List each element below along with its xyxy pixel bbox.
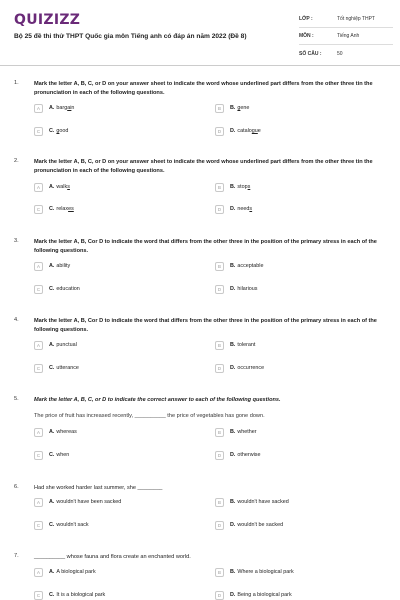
answer-option-a[interactable] bbox=[34, 566, 96, 578]
option-badge: C bbox=[34, 205, 43, 214]
answer-option-c[interactable] bbox=[34, 519, 89, 531]
option-letter: C. bbox=[49, 452, 55, 458]
option-text bbox=[237, 429, 256, 435]
option-letter: A. bbox=[49, 569, 55, 575]
option-text-start: hilarious bbox=[237, 286, 258, 292]
option-badge: C bbox=[34, 127, 43, 136]
option-text bbox=[56, 128, 68, 134]
option-text bbox=[237, 128, 260, 134]
worksheet-title: Bộ 25 đề thi thử THPT Quốc gia môn Tiếng anh có đáp án năm 2022 (Đề 8) bbox=[14, 33, 247, 40]
option-letter: A. bbox=[49, 342, 55, 348]
question-text: Mark the letter A, B, Cor D to indicate the word that differs from the other three in the position of the primary stress in each of the following questions. bbox=[34, 239, 377, 254]
option-badge: A bbox=[34, 428, 43, 437]
option-text-start: wouldn't have been sacked bbox=[56, 499, 122, 505]
answer-option-c[interactable] bbox=[34, 283, 80, 295]
option-letter: B. bbox=[230, 569, 236, 575]
answer-option-c[interactable] bbox=[34, 362, 79, 374]
option-text bbox=[56, 263, 70, 269]
worksheet-header bbox=[0, 0, 400, 66]
underlined-part: g bbox=[56, 128, 60, 134]
option-letter: C. bbox=[49, 128, 55, 134]
option-letter: C. bbox=[49, 592, 55, 598]
question-sentence: The price of fruit has increased recently, __________ the price of vegetables has gone down. bbox=[34, 413, 265, 419]
option-badge: C bbox=[34, 591, 43, 600]
option-text-start: punctual bbox=[56, 342, 77, 348]
option-badge: D bbox=[215, 364, 224, 373]
meta-row-count bbox=[299, 45, 393, 62]
option-letter: D. bbox=[230, 452, 236, 458]
answer-option-a[interactable] bbox=[34, 339, 77, 351]
option-text bbox=[237, 452, 260, 458]
option-text-start: relax bbox=[56, 206, 69, 212]
option-text-start: catalo bbox=[237, 128, 252, 134]
option-text bbox=[237, 184, 250, 190]
option-text-start: occurrence bbox=[237, 365, 265, 371]
option-badge: A bbox=[34, 183, 43, 192]
option-text-start: walk bbox=[56, 184, 68, 190]
option-badge: B bbox=[215, 568, 224, 577]
option-text bbox=[56, 522, 88, 528]
answer-option-d[interactable] bbox=[215, 125, 261, 137]
option-letter: D. bbox=[230, 128, 236, 134]
answer-option-c[interactable] bbox=[34, 589, 105, 600]
question-text: __________ whose fauna and flora create an enchanted world. bbox=[34, 554, 191, 560]
option-badge: A bbox=[34, 262, 43, 271]
option-text-start: need bbox=[237, 206, 250, 212]
option-badge: C bbox=[34, 364, 43, 373]
option-text-start: stop bbox=[237, 184, 248, 190]
option-text bbox=[56, 105, 74, 111]
option-badge: D bbox=[215, 127, 224, 136]
option-badge: D bbox=[215, 591, 224, 600]
option-badge: D bbox=[215, 451, 224, 460]
option-text-start: whereas bbox=[56, 429, 77, 435]
question-text: Mark the letter A, B, C, or D on your answer sheet to indicate the word whose underlined part differs from the other three tin the pronunciation in each of the following questions. bbox=[34, 159, 373, 174]
option-text bbox=[56, 206, 73, 212]
option-text-end: ene bbox=[240, 105, 250, 111]
option-text bbox=[56, 429, 76, 435]
underlined-part: ai bbox=[67, 105, 72, 111]
option-badge: B bbox=[215, 341, 224, 350]
meta-row-subject bbox=[299, 28, 393, 45]
option-letter: D. bbox=[230, 286, 236, 292]
underlined-part: gu bbox=[251, 128, 258, 134]
question-text: Had she worked harder last summer, she ________ bbox=[34, 485, 163, 491]
option-letter: A. bbox=[49, 263, 55, 269]
answer-option-c[interactable] bbox=[34, 449, 69, 461]
option-text-start: Where a biological park bbox=[237, 569, 294, 575]
option-text-end: e bbox=[257, 128, 261, 134]
answer-option-a[interactable] bbox=[34, 102, 74, 114]
option-text bbox=[56, 452, 69, 458]
answer-option-a[interactable] bbox=[34, 181, 70, 193]
answer-option-a[interactable] bbox=[34, 496, 121, 508]
option-badge: C bbox=[34, 451, 43, 460]
option-badge: C bbox=[34, 521, 43, 530]
answer-option-b[interactable] bbox=[215, 566, 294, 578]
underlined-part: g bbox=[237, 105, 241, 111]
option-letter: B. bbox=[230, 342, 236, 348]
option-letter: D. bbox=[230, 522, 236, 528]
answer-option-b[interactable] bbox=[215, 496, 289, 508]
option-text-start: when bbox=[56, 452, 70, 458]
answer-option-d[interactable] bbox=[215, 589, 292, 600]
option-text bbox=[56, 499, 121, 505]
answer-option-a[interactable] bbox=[34, 260, 70, 272]
answer-option-c[interactable] bbox=[34, 203, 74, 215]
option-badge: D bbox=[215, 285, 224, 294]
option-badge: D bbox=[215, 521, 224, 530]
option-text-start: whether bbox=[237, 429, 257, 435]
option-badge: B bbox=[215, 183, 224, 192]
underlined-part: s bbox=[247, 184, 251, 190]
meta-table bbox=[299, 11, 393, 62]
option-text bbox=[56, 342, 76, 348]
option-letter: D. bbox=[230, 206, 236, 212]
option-text bbox=[237, 569, 293, 575]
option-badge: A bbox=[34, 498, 43, 507]
meta-row-class bbox=[299, 11, 393, 28]
option-text-start: It is a biological park bbox=[56, 592, 106, 598]
answer-option-a[interactable] bbox=[34, 426, 77, 438]
meta-key: SỐ CÂU : bbox=[299, 50, 322, 57]
question-number: 2. bbox=[14, 158, 19, 164]
question-number: 3. bbox=[14, 238, 19, 244]
option-text bbox=[237, 286, 257, 292]
answer-option-b[interactable] bbox=[215, 181, 250, 193]
underlined-part: s bbox=[249, 206, 253, 212]
option-letter: C. bbox=[49, 206, 55, 212]
option-text-start: wouldn't be sacked bbox=[237, 522, 284, 528]
option-text bbox=[56, 286, 79, 292]
option-letter: C. bbox=[49, 365, 55, 371]
answer-option-d[interactable] bbox=[215, 362, 264, 374]
question-text: Mark the letter A, B, C, or D to indicate the correct answer to each of the following questions. bbox=[34, 397, 281, 403]
option-text bbox=[56, 184, 70, 190]
option-letter: D. bbox=[230, 592, 236, 598]
option-letter: B. bbox=[230, 429, 236, 435]
quizizz-logo: QUIZIZZ bbox=[14, 12, 81, 28]
option-text-start: wouldn't have sacked bbox=[237, 499, 289, 505]
answer-option-c[interactable] bbox=[34, 125, 68, 137]
option-badge: B bbox=[215, 428, 224, 437]
option-text-start: Being a biological park bbox=[237, 592, 292, 598]
option-letter: C. bbox=[49, 286, 55, 292]
underlined-part: s bbox=[67, 184, 70, 190]
option-badge: D bbox=[215, 205, 224, 214]
option-letter: B. bbox=[230, 263, 236, 269]
option-badge: C bbox=[34, 285, 43, 294]
option-badge: B bbox=[215, 498, 224, 507]
option-letter: B. bbox=[230, 105, 236, 111]
answer-option-b[interactable] bbox=[215, 260, 263, 272]
option-badge: A bbox=[34, 568, 43, 577]
option-text bbox=[56, 569, 95, 575]
answer-option-b[interactable] bbox=[215, 102, 249, 114]
option-letter: B. bbox=[230, 499, 236, 505]
answer-option-b[interactable] bbox=[215, 426, 257, 438]
question-number: 6. bbox=[14, 484, 19, 490]
option-text-start: acceptable bbox=[237, 263, 264, 269]
meta-value: Tiếng Anh bbox=[337, 33, 360, 39]
option-text bbox=[237, 206, 252, 212]
option-letter: A. bbox=[49, 105, 55, 111]
meta-value: Tốt nghiệp THPT bbox=[337, 16, 375, 22]
option-letter: A. bbox=[49, 429, 55, 435]
option-text bbox=[237, 522, 283, 528]
answer-option-b[interactable] bbox=[215, 339, 255, 351]
option-text-start: otherwise bbox=[237, 452, 261, 458]
question-number: 1. bbox=[14, 80, 19, 86]
option-text-start: A biological park bbox=[56, 569, 96, 575]
option-letter: C. bbox=[49, 522, 55, 528]
question-text: Mark the letter A, B, C, or D on your answer sheet to indicate the word whose underlined part differs from the other three tin the pronunciation in each of the following questions. bbox=[34, 81, 373, 96]
question-text: Mark the letter A, B, Cor D to indicate the word that differs from the other three in the position of the primary stress in each of the following questions. bbox=[34, 318, 377, 333]
option-letter: D. bbox=[230, 365, 236, 371]
option-letter: B. bbox=[230, 184, 236, 190]
option-badge: B bbox=[215, 262, 224, 271]
answer-option-d[interactable] bbox=[215, 449, 260, 461]
option-letter: A. bbox=[49, 184, 55, 190]
option-text-start: utterance bbox=[56, 365, 79, 371]
option-badge: A bbox=[34, 104, 43, 113]
meta-key: LỚP : bbox=[299, 16, 313, 22]
option-text bbox=[56, 365, 78, 371]
meta-value: 50 bbox=[337, 50, 343, 57]
option-text bbox=[237, 592, 291, 598]
option-text-start: wouldn't sack bbox=[56, 522, 89, 528]
underlined-part: es bbox=[68, 206, 74, 212]
option-text-start: education bbox=[56, 286, 80, 292]
option-text bbox=[237, 499, 288, 505]
option-text-start: ability bbox=[56, 263, 71, 269]
option-text bbox=[237, 263, 263, 269]
answer-option-d[interactable] bbox=[215, 519, 283, 531]
question-number: 5. bbox=[14, 396, 19, 402]
meta-key: MÔN : bbox=[299, 33, 314, 39]
option-text bbox=[237, 105, 249, 111]
answer-option-d[interactable] bbox=[215, 283, 257, 295]
option-text bbox=[237, 365, 264, 371]
option-letter: A. bbox=[49, 499, 55, 505]
option-badge: A bbox=[34, 341, 43, 350]
option-badge: B bbox=[215, 104, 224, 113]
option-text bbox=[56, 592, 105, 598]
question-number: 4. bbox=[14, 317, 19, 323]
option-text-end: ood bbox=[59, 128, 69, 134]
option-text-start: barg bbox=[56, 105, 68, 111]
option-text bbox=[237, 342, 255, 348]
option-text-end: n bbox=[71, 105, 75, 111]
question-number: 7. bbox=[14, 553, 19, 559]
option-text-start: tolerant bbox=[237, 342, 256, 348]
answer-option-d[interactable] bbox=[215, 203, 252, 215]
